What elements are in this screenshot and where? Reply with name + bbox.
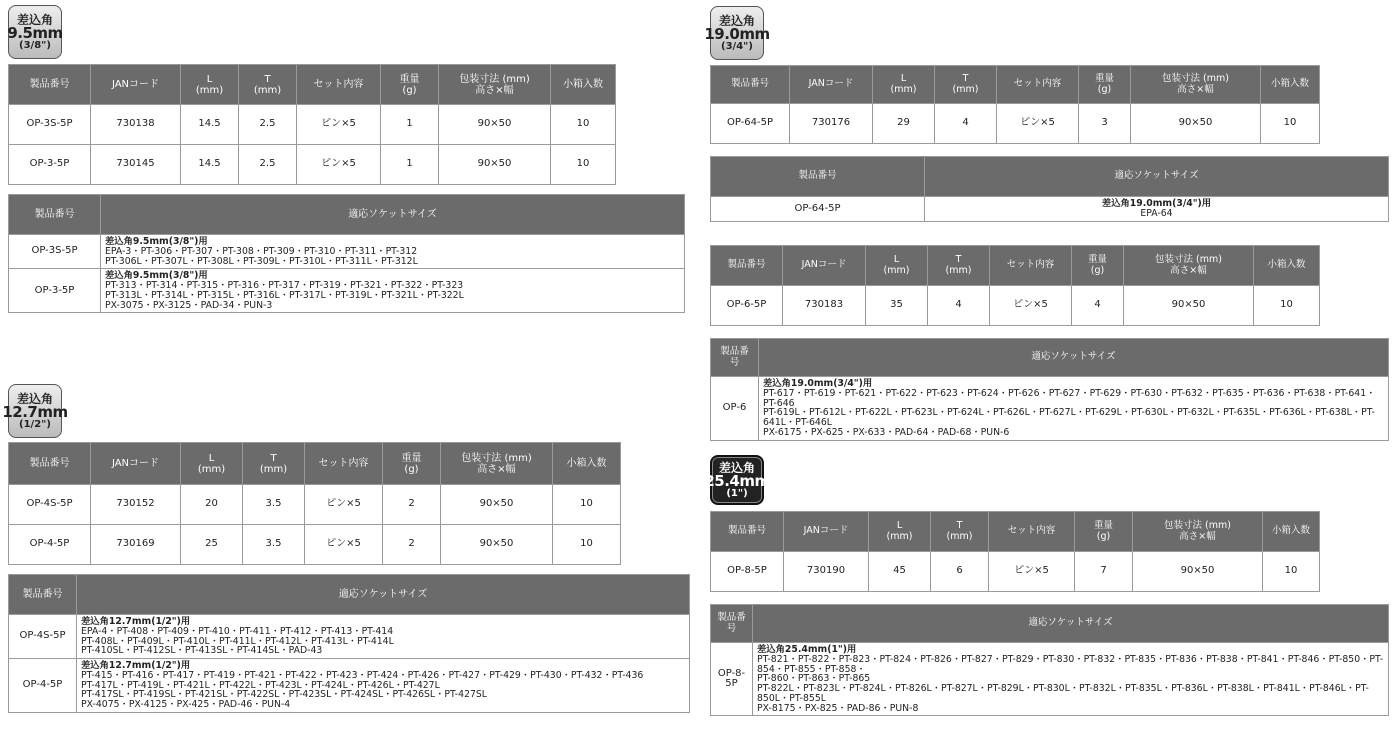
- column-header-t: T (mm): [935, 66, 997, 104]
- table-row: [711, 286, 1320, 326]
- cell-set: ピン×5: [990, 286, 1072, 326]
- cell-t: 2.5: [239, 145, 297, 185]
- cell-l: 14.5: [181, 105, 239, 145]
- socket-size-title: 差込角19.0mm(3/4")用: [1101, 198, 1212, 209]
- socket-model-list: EPA-3・PT-306・PT-307・PT-308・PT-309・PT-310・PT-311・PT-312 PT-306L・PT-307L・PT-308L・PT-309L・PT-310L・PT-311L・PT-312L: [105, 245, 418, 267]
- column-header-box_qty: 小箱入数: [1263, 512, 1320, 552]
- column-header-jan: JANコード: [91, 65, 181, 105]
- column-header-socket-size: 適応ソケットサイズ: [77, 575, 690, 615]
- column-header-socket-size: 適応ソケットサイズ: [753, 605, 1389, 643]
- column-header-l: L (mm): [866, 246, 928, 286]
- column-header-socket-size: 適応ソケットサイズ: [925, 157, 1389, 197]
- cell-set: ピン×5: [305, 485, 383, 525]
- cell-t: 2.5: [239, 105, 297, 145]
- cell-socket-list: [77, 615, 690, 659]
- column-header-set: セット内容: [989, 512, 1075, 552]
- size-badge-19-0: [704, 6, 770, 60]
- cell-pkg: 90×50: [441, 525, 553, 565]
- cell-t: 6: [931, 552, 989, 592]
- column-header-box_qty: 小箱入数: [551, 65, 616, 105]
- column-header-set: セット内容: [297, 65, 381, 105]
- cell-l: 29: [873, 104, 935, 144]
- cell-socket-list: [101, 235, 685, 269]
- badge-inch: (3/8"): [19, 39, 51, 51]
- column-header-jan: JANコード: [91, 443, 181, 485]
- column-header-l: L (mm): [181, 443, 243, 485]
- socket-model-list: PT-617・PT-619・PT-621・PT-622・PT-623・PT-624・PT-626・PT-627・PT-629・PT-630・PT-632・PT-635・PT-636・PT-638・PT-641・PT-646 PT-619L・PT-612L・PT-622L・PT-623L・PT-624L・PT-626L・PT-627L・PT-629L・PT-630L・PT-632L・PT-635L・PT-636L・PT-638L・PT-641L・PT-646L PX-6175・PX-625・PX-633・PAD-64・PAD-68・PUN-6: [763, 387, 1376, 438]
- cell-pkg: 90×50: [1133, 552, 1263, 592]
- cell-product_no: OP-8-5P: [711, 552, 784, 592]
- cell-product_no: OP-3S-5P: [9, 105, 91, 145]
- column-header-l: L (mm): [873, 66, 935, 104]
- cell-box_qty: 10: [1263, 552, 1320, 592]
- cell-weight: 2: [383, 525, 441, 565]
- cell-box_qty: 10: [551, 145, 616, 185]
- socket-size-title: 差込角9.5mm(3/8")用: [105, 236, 208, 247]
- column-header-jan: JANコード: [790, 66, 873, 104]
- cell-socket-list: [925, 197, 1389, 222]
- column-header-l: L (mm): [181, 65, 239, 105]
- cell-pkg: 90×50: [439, 105, 551, 145]
- cell-set: ピン×5: [997, 104, 1079, 144]
- spec-table-19-0-a: [710, 65, 1320, 144]
- badge-label: 差込角: [16, 391, 53, 406]
- cell-box_qty: 10: [1254, 286, 1320, 326]
- column-header-pkg: 包装寸法 (mm) 高さ×幅: [1133, 512, 1263, 552]
- cell-weight: 2: [383, 485, 441, 525]
- cell-product_no: OP-4-5P: [9, 525, 91, 565]
- column-header-product-no: 製品番号: [711, 157, 925, 197]
- cell-product-no: OP-64-5P: [711, 197, 925, 222]
- table-row: [9, 269, 685, 313]
- badge-size: 9.5mm: [7, 23, 63, 42]
- column-header-weight: 重量 (g): [383, 443, 441, 485]
- cell-socket-list: [77, 659, 690, 713]
- cell-set: ピン×5: [297, 105, 381, 145]
- column-header-t: T (mm): [928, 246, 990, 286]
- socket-size-title: 差込角12.7mm(1/2")用: [81, 660, 191, 671]
- table-row: [9, 105, 616, 145]
- column-header-set: セット内容: [997, 66, 1079, 104]
- socket-model-list: EPA-64: [1140, 207, 1173, 219]
- column-header-product_no: 製品番号: [9, 65, 91, 105]
- socket-model-list: EPA-4・PT-408・PT-409・PT-410・PT-411・PT-412・PT-413・PT-414 PT-408L・PT-409L・PT-410L・PT-411L・PT-412L・PT-413L・PT-414L PT-410SL・PT-412SL・PT-413SL・PT-414SL・PAD-43: [81, 625, 394, 657]
- cell-jan: 730176: [790, 104, 873, 144]
- badge-inch: (1/2"): [19, 418, 51, 430]
- cell-box_qty: 10: [551, 105, 616, 145]
- socket-size-title: 差込角12.7mm(1/2")用: [81, 616, 191, 627]
- cell-weight: 4: [1072, 286, 1124, 326]
- cell-weight: 1: [381, 105, 439, 145]
- column-header-set: セット内容: [990, 246, 1072, 286]
- column-header-box_qty: 小箱入数: [1254, 246, 1320, 286]
- cell-set: ピン×5: [305, 525, 383, 565]
- cell-product_no: OP-3-5P: [9, 145, 91, 185]
- cell-weight: 1: [381, 145, 439, 185]
- cell-t: 4: [935, 104, 997, 144]
- column-header-t: T (mm): [243, 443, 305, 485]
- spec-table-19-0-b: [710, 245, 1320, 326]
- cell-socket-list: [753, 643, 1389, 716]
- column-header-pkg: 包装寸法 (mm) 高さ×幅: [1124, 246, 1254, 286]
- cell-product_no: OP-4S-5P: [9, 485, 91, 525]
- column-header-product-no: 製品番 号: [711, 339, 759, 377]
- column-header-pkg: 包装寸法 (mm) 高さ×幅: [1131, 66, 1261, 104]
- cell-t: 4: [928, 286, 990, 326]
- cell-jan: 730183: [783, 286, 866, 326]
- table-row: [711, 552, 1320, 592]
- column-header-product-no: 製品番号: [9, 195, 101, 235]
- size-badge-12-7: [2, 384, 68, 438]
- column-header-l: L (mm): [869, 512, 931, 552]
- column-header-product-no: 製品番号: [9, 575, 77, 615]
- table-row: [711, 197, 1389, 222]
- socket-model-list: PT-415・PT-416・PT-417・PT-419・PT-421・PT-422・PT-423・PT-424・PT-426・PT-427・PT-429・PT-430・PT-432・PT-436 PT-417L・PT-419L・PT-421L・PT-422L・PT-423L・PT-424L・PT-426L・PT-427L PT-417SL・PT-419SL・PT-421SL・PT-422SL・PT-423SL・PT-424SL・PT-426SL・PT-427SL PX-4075・PX-4125・PX-425・PAD-46・PUN-4: [81, 669, 644, 710]
- column-header-socket-size: 適応ソケットサイズ: [101, 195, 685, 235]
- cell-pkg: 90×50: [439, 145, 551, 185]
- cell-set: ピン×5: [989, 552, 1075, 592]
- badge-inch: (3/4"): [721, 40, 753, 52]
- column-header-product-no: 製品番 号: [711, 605, 753, 643]
- cell-product-no: OP-3-5P: [9, 269, 101, 313]
- badge-label: 差込角: [718, 13, 755, 28]
- table-row: [9, 145, 616, 185]
- table-row: [9, 659, 690, 713]
- socket-fit-table-9-5: [8, 194, 685, 313]
- column-header-socket-size: 適応ソケットサイズ: [759, 339, 1389, 377]
- cell-t: 3.5: [243, 485, 305, 525]
- cell-product-no: OP-4S-5P: [9, 615, 77, 659]
- socket-fit-table-19-0-a: [710, 156, 1389, 222]
- column-header-set: セット内容: [305, 443, 383, 485]
- cell-product_no: OP-6-5P: [711, 286, 783, 326]
- column-header-weight: 重量 (g): [1072, 246, 1124, 286]
- table-row: [711, 104, 1320, 144]
- cell-product-no: OP-4-5P: [9, 659, 77, 713]
- cell-t: 3.5: [243, 525, 305, 565]
- column-header-product_no: 製品番号: [711, 512, 784, 552]
- spec-table-9-5: [8, 64, 616, 185]
- column-header-product_no: 製品番号: [9, 443, 91, 485]
- cell-weight: 3: [1079, 104, 1131, 144]
- badge-inch: (1"): [726, 487, 748, 499]
- socket-size-title: 差込角9.5mm(3/8")用: [105, 270, 208, 282]
- cell-box_qty: 10: [1261, 104, 1320, 144]
- badge-size: 12.7mm: [2, 402, 68, 421]
- column-header-t: T (mm): [931, 512, 989, 552]
- socket-model-list: PT-313・PT-314・PT-315・PT-316・PT-317・PT-319・PT-321・PT-322・PT-323 PT-313L・PT-314L・PT-315L・PT-316L・PT-317L・PT-319L・PT-321L・PT-322L PX-3075・PX-3125・PAD-34・PUN-3: [105, 280, 464, 311]
- column-header-weight: 重量 (g): [381, 65, 439, 105]
- spec-table-25-4: [710, 511, 1320, 592]
- column-header-box_qty: 小箱入数: [1261, 66, 1320, 104]
- socket-size-title: 差込角19.0mm(3/4")用: [763, 378, 873, 389]
- cell-jan: 730152: [91, 485, 181, 525]
- badge-label: 差込角: [16, 12, 53, 27]
- cell-product_no: OP-64-5P: [711, 104, 790, 144]
- cell-jan: 730190: [784, 552, 869, 592]
- size-badge-9-5: [8, 5, 62, 59]
- cell-l: 45: [869, 552, 931, 592]
- column-header-product_no: 製品番号: [711, 246, 783, 286]
- socket-size-title: 差込角25.4mm(1")用: [757, 644, 857, 655]
- cell-set: ピン×5: [297, 145, 381, 185]
- socket-fit-table-19-0-b: [710, 338, 1389, 441]
- column-header-t: T (mm): [239, 65, 297, 105]
- table-row: [9, 485, 621, 525]
- cell-pkg: 90×50: [441, 485, 553, 525]
- table-row: [9, 615, 690, 659]
- cell-box_qty: 10: [553, 525, 621, 565]
- cell-jan: 730169: [91, 525, 181, 565]
- badge-size: 19.0mm: [704, 24, 770, 43]
- cell-socket-list: [101, 269, 685, 313]
- cell-box_qty: 10: [553, 485, 621, 525]
- cell-socket-list: [759, 377, 1389, 441]
- column-header-jan: JANコード: [783, 246, 866, 286]
- spec-table-12-7: [8, 442, 621, 565]
- column-header-product_no: 製品番号: [711, 66, 790, 104]
- cell-product-no: OP-8-5P: [711, 643, 753, 716]
- cell-product-no: OP-6: [711, 377, 759, 441]
- cell-pkg: 90×50: [1131, 104, 1261, 144]
- size-badge-25-4: [704, 455, 770, 505]
- socket-model-list: PT-821・PT-822・PT-823・PT-824・PT-826・PT-827・PT-829・PT-830・PT-832・PT-835・PT-836・PT-838・PT-841・PT-846・PT-850・PT-854・PT-855・PT-858・ PT-860・PT-863・PT-865 PT-822L・PT-823L・PT-824L・PT-826L・PT-827L・PT-829L・PT-830L・PT-832L・PT-835L・PT-836L・PT-838L・PT-841L・PT-846L・PT-850L・PT-855L PX-8175・PX-825・PAD-86・PUN-8: [757, 653, 1384, 714]
- column-header-weight: 重量 (g): [1075, 512, 1133, 552]
- badge-label: 差込角: [718, 460, 755, 475]
- column-header-weight: 重量 (g): [1079, 66, 1131, 104]
- table-row: [711, 377, 1389, 441]
- socket-fit-table-12-7: [8, 574, 690, 713]
- socket-fit-table-25-4: [710, 604, 1389, 716]
- table-row: [9, 525, 621, 565]
- table-row: [9, 235, 685, 269]
- cell-l: 14.5: [181, 145, 239, 185]
- cell-weight: 7: [1075, 552, 1133, 592]
- cell-jan: 730145: [91, 145, 181, 185]
- cell-jan: 730138: [91, 105, 181, 145]
- column-header-box_qty: 小箱入数: [553, 443, 621, 485]
- cell-l: 25: [181, 525, 243, 565]
- table-row: [711, 643, 1389, 716]
- cell-l: 20: [181, 485, 243, 525]
- column-header-pkg: 包装寸法 (mm) 高さ×幅: [441, 443, 553, 485]
- cell-product-no: OP-3S-5P: [9, 235, 101, 269]
- cell-pkg: 90×50: [1124, 286, 1254, 326]
- column-header-pkg: 包装寸法 (mm) 高さ×幅: [439, 65, 551, 105]
- badge-size: 25.4mm: [704, 471, 770, 490]
- column-header-jan: JANコード: [784, 512, 869, 552]
- cell-l: 35: [866, 286, 928, 326]
